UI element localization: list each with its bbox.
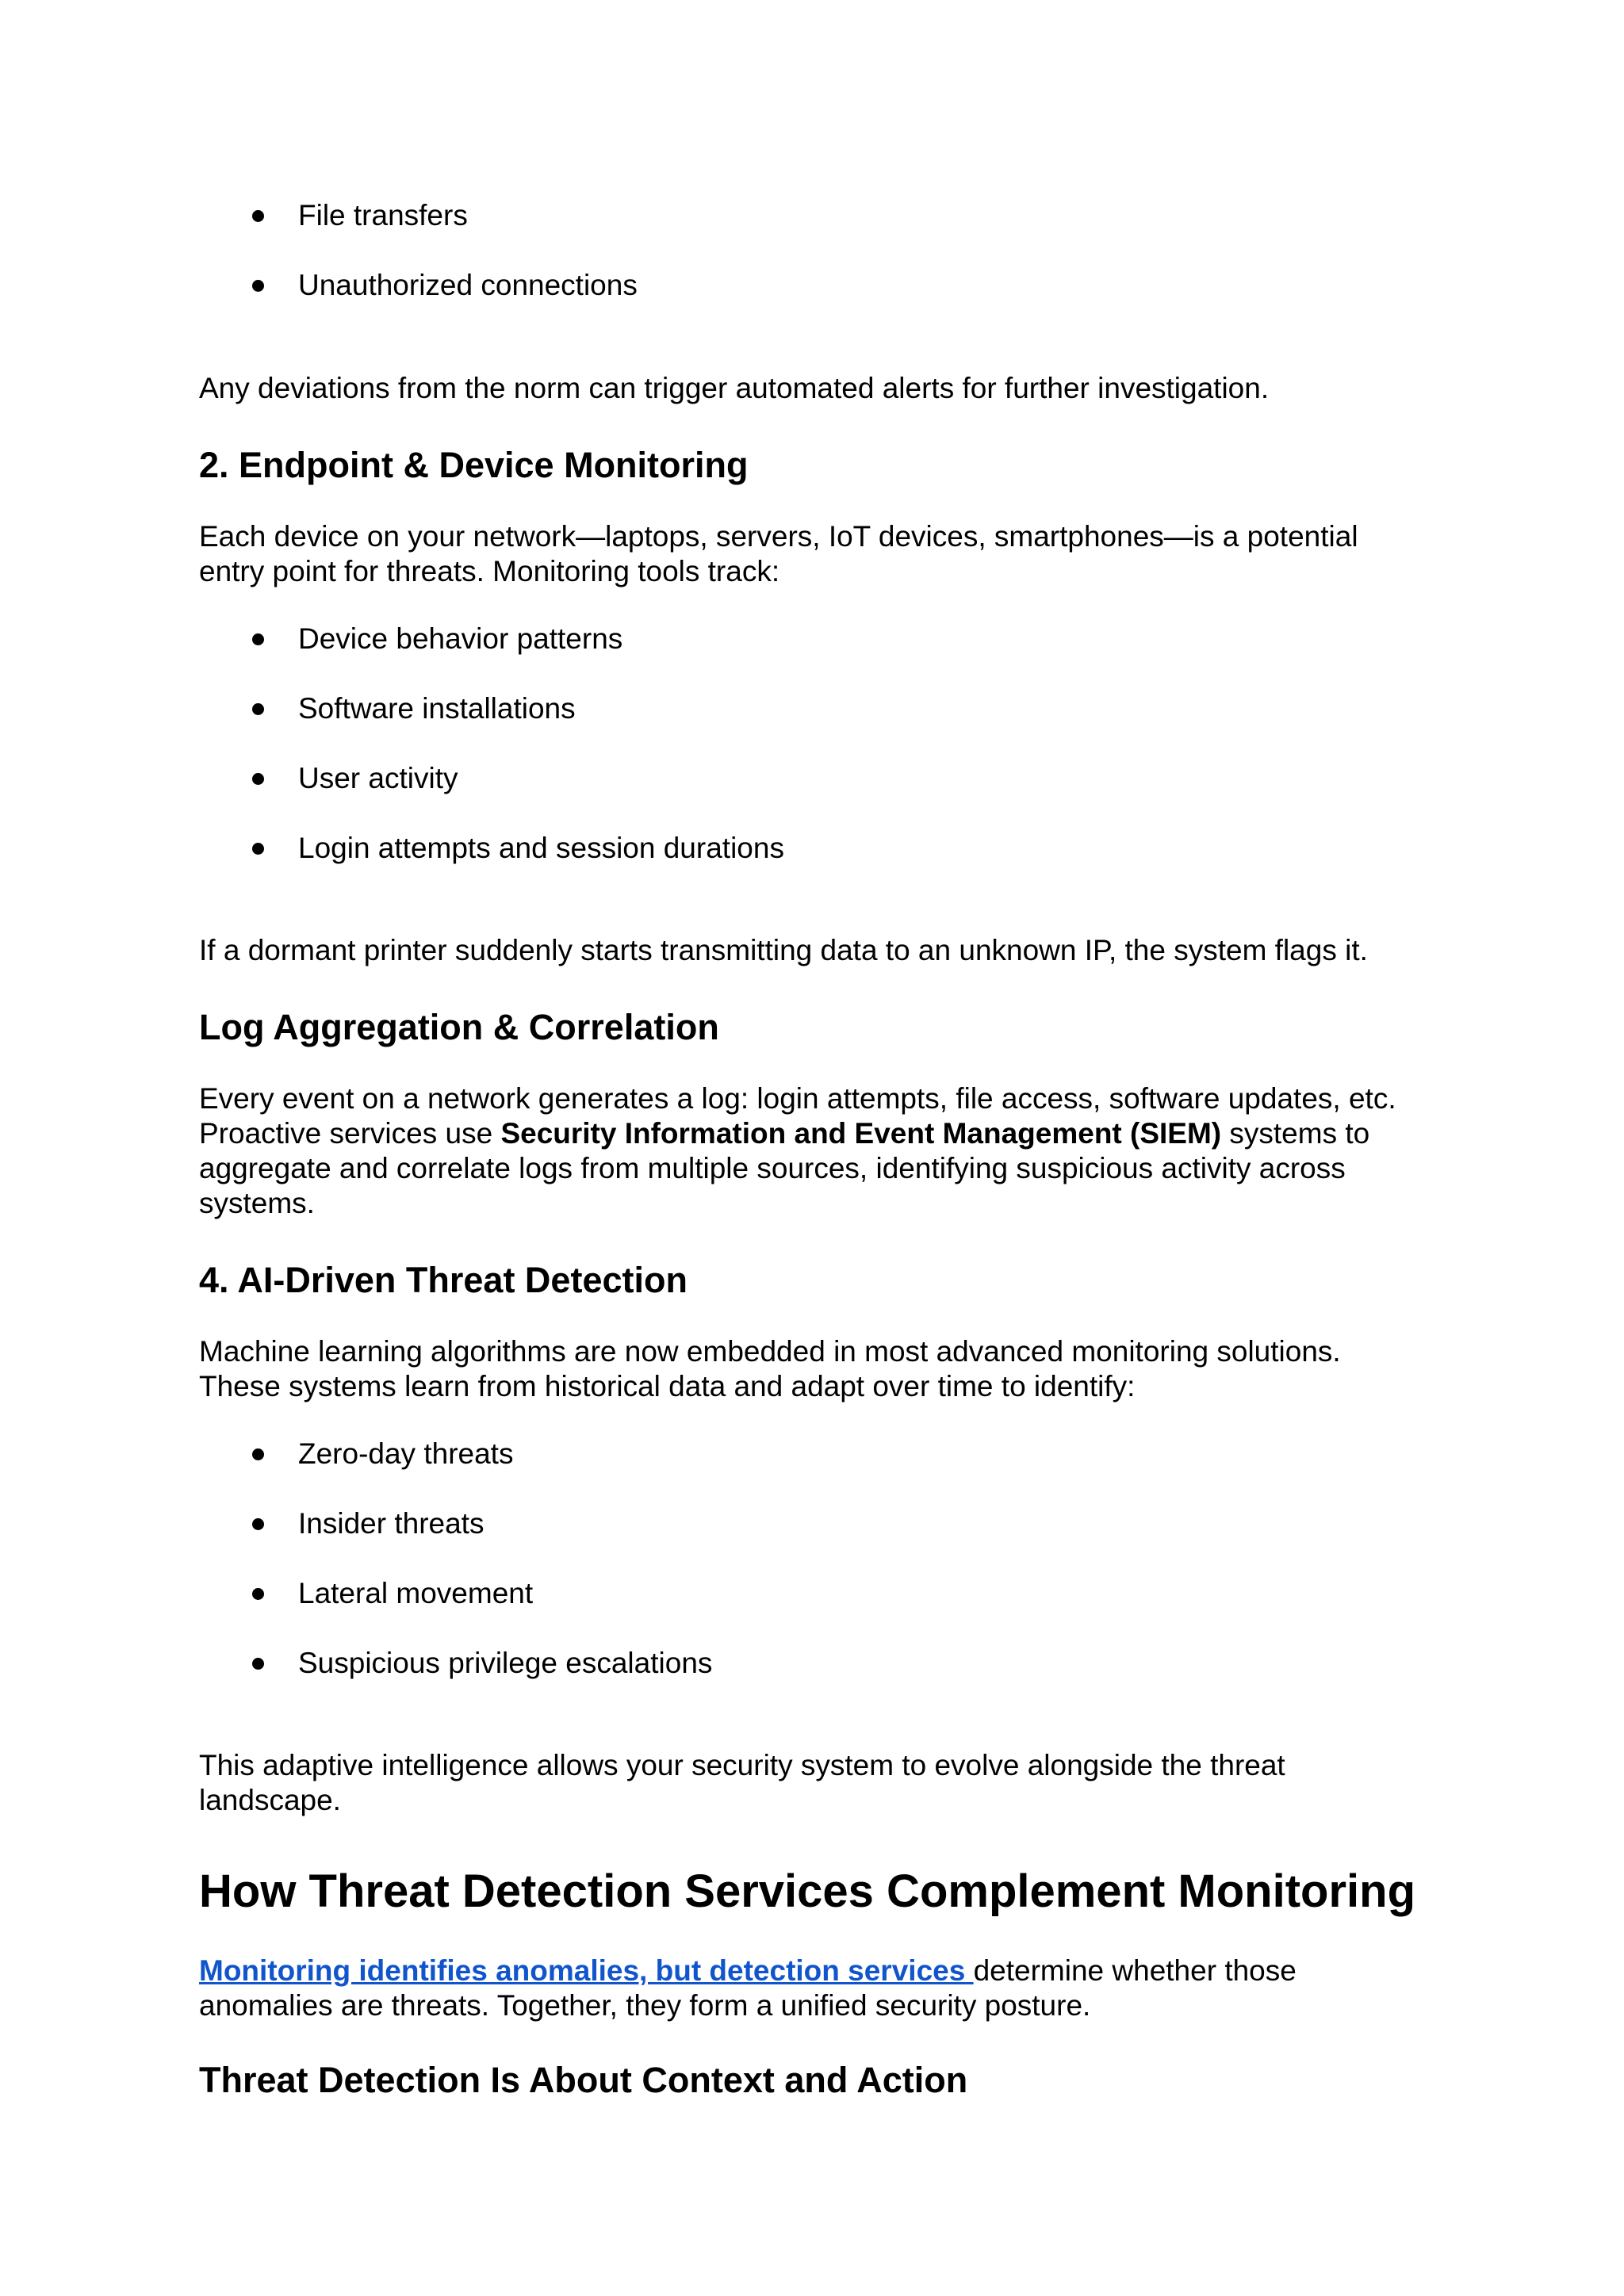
paragraph-complement <box>199 1954 1381 2023</box>
heading-log-aggregation: Log Aggregation & Correlation <box>199 1007 719 1047</box>
paragraph-log <box>199 1081 1448 1221</box>
bullet-icon <box>252 843 264 855</box>
siem-term: Security Information and Event Management (SIEM) <box>500 1117 1222 1150</box>
bullet-icon <box>252 1448 264 1460</box>
paragraph-complement-text: determine whether those anomalies are threats. Together, they form a unified security posture. <box>199 1954 1297 2022</box>
heading-complement-monitoring: How Threat Detection Services Complement Monitoring <box>199 1866 1415 1917</box>
bullet-icon <box>252 633 264 645</box>
paragraph-log-text: Every event on a network generates a log: login attempts, file access, software updates, etc. Proactive services use <box>199 1082 1396 1150</box>
paragraph-adaptive: This adaptive intelligence allows your security system to evolve alongside the threat landscape. <box>199 1749 1285 1816</box>
bullet-icon <box>252 773 264 785</box>
heading-context-action: Threat Detection Is About Context and Action <box>199 2060 968 2100</box>
paragraph-printer: If a dormant printer suddenly starts transmitting data to an unknown IP, the system flags it. <box>199 934 1368 966</box>
bullet-icon <box>252 280 264 292</box>
list-item: Login attempts and session durations <box>298 832 784 864</box>
monitoring-detection-link[interactable]: Monitoring identifies anomalies, but detection services <box>199 1954 974 1987</box>
list-item: Device behavior patterns <box>298 622 623 655</box>
list-item: Suspicious privilege escalations <box>298 1647 713 1679</box>
bullet-icon <box>252 1658 264 1670</box>
list-item: Unauthorized connections <box>298 269 638 301</box>
list-item: Software installations <box>298 692 576 725</box>
heading-ai-detection: 4. AI-Driven Threat Detection <box>199 1260 688 1300</box>
list-item: File transfers <box>298 199 468 232</box>
bullet-icon <box>252 1588 264 1600</box>
paragraph-endpoint: Each device on your network—laptops, servers, IoT devices, smartphones—is a potential entry point for threats. Monitoring tools track: <box>199 520 1358 587</box>
list-item: Zero-day threats <box>298 1437 514 1470</box>
bullet-icon <box>252 703 264 715</box>
list-item: Lateral movement <box>298 1577 534 1609</box>
heading-endpoint-monitoring: 2. Endpoint & Device Monitoring <box>199 445 749 485</box>
bullet-icon <box>252 210 264 222</box>
paragraph-deviations: Any deviations from the norm can trigger automated alerts for further investigation. <box>199 372 1270 404</box>
bullet-icon <box>252 1518 264 1530</box>
paragraph-log-text-end: systems to aggregate and correlate logs from multiple sources, identifying suspicious activity across systems. <box>199 1117 1370 1219</box>
list-item: User activity <box>298 762 458 794</box>
list-item: Insider threats <box>298 1507 485 1540</box>
paragraph-ai: Machine learning algorithms are now embedded in most advanced monitoring solutions. These systems learn from historical data and adapt over time to identify: <box>199 1335 1341 1402</box>
